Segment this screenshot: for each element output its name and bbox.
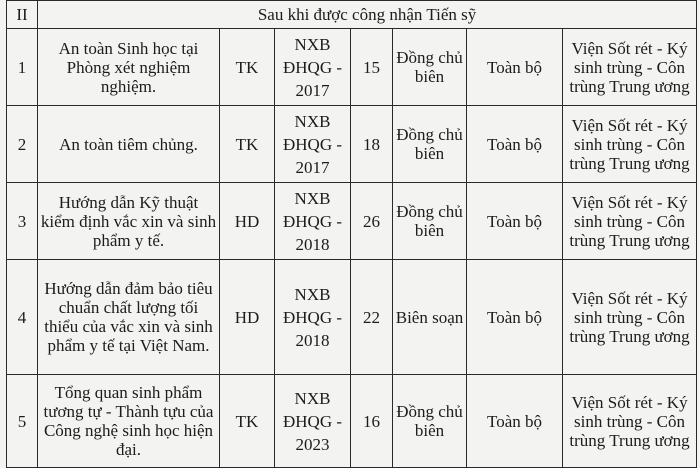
contribution-scope: Toàn bộ [467, 375, 563, 468]
section-title: Sau khi được công nhận Tiến sỹ [38, 1, 697, 29]
publisher-year: NXB ĐHQG - 2023 [275, 375, 351, 468]
table-row [7, 29, 697, 106]
book-type: TK [220, 29, 275, 106]
contribution-scope: Toàn bộ [467, 106, 563, 183]
author-role: Biên soạn [393, 260, 467, 375]
publisher-year: NXB ĐHQG - 2017 [275, 106, 351, 183]
contribution-scope: Toàn bộ [467, 260, 563, 375]
page-count: 18 [351, 106, 393, 183]
book-type: TK [220, 106, 275, 183]
book-type: TK [220, 375, 275, 468]
page-count: 22 [351, 260, 393, 375]
publication-table [6, 0, 697, 468]
book-title: An toàn Sinh học tại Phòng xét nghiệm nghiệm. [38, 29, 220, 106]
contribution-scope: Toàn bộ [467, 183, 563, 260]
organization: Viện Sốt rét - Ký sinh trùng - Côn trùng Trung ương [563, 29, 697, 106]
publisher-year: NXB ĐHQG - 2018 [275, 183, 351, 260]
organization: Viện Sốt rét - Ký sinh trùng - Côn trùng Trung ương [563, 183, 697, 260]
author-role: Đồng chủ biên [393, 183, 467, 260]
section-number: II [7, 1, 38, 29]
row-index: 5 [7, 375, 38, 468]
row-index: 4 [7, 260, 38, 375]
book-title: Hướng dẫn đảm bảo tiêu chuẩn chất lượng tối thiểu của vắc xin và sinh phẩm y tế tại Việt Nam. [38, 260, 220, 375]
table-row [7, 375, 697, 468]
page-count: 26 [351, 183, 393, 260]
book-title: Tổng quan sinh phẩm tương tự - Thành tựu của Công nghệ sinh học hiện đại. [38, 375, 220, 468]
book-title: An toàn tiêm chủng. [38, 106, 220, 183]
organization: Viện Sốt rét - Ký sinh trùng - Côn trùng Trung ương [563, 260, 697, 375]
author-role: Đồng chủ biên [393, 375, 467, 468]
page-count: 16 [351, 375, 393, 468]
row-index: 3 [7, 183, 38, 260]
section-header-row [7, 1, 697, 29]
publisher-year: NXB ĐHQG - 2017 [275, 29, 351, 106]
organization: Viện Sốt rét - Ký sinh trùng - Côn trùng Trung ương [563, 375, 697, 468]
table-row [7, 183, 697, 260]
book-type: HD [220, 260, 275, 375]
author-role: Đồng chủ biên [393, 106, 467, 183]
page-count: 15 [351, 29, 393, 106]
book-title: Hướng dẫn Kỹ thuật kiểm định vắc xin và sinh phẩm y tế. [38, 183, 220, 260]
row-index: 2 [7, 106, 38, 183]
contribution-scope: Toàn bộ [467, 29, 563, 106]
row-index: 1 [7, 29, 38, 106]
publisher-year: NXB ĐHQG - 2018 [275, 260, 351, 375]
author-role: Đồng chủ biên [393, 29, 467, 106]
table-row [7, 260, 697, 375]
table-row [7, 106, 697, 183]
book-type: HD [220, 183, 275, 260]
organization: Viện Sốt rét - Ký sinh trùng - Côn trùng Trung ương [563, 106, 697, 183]
